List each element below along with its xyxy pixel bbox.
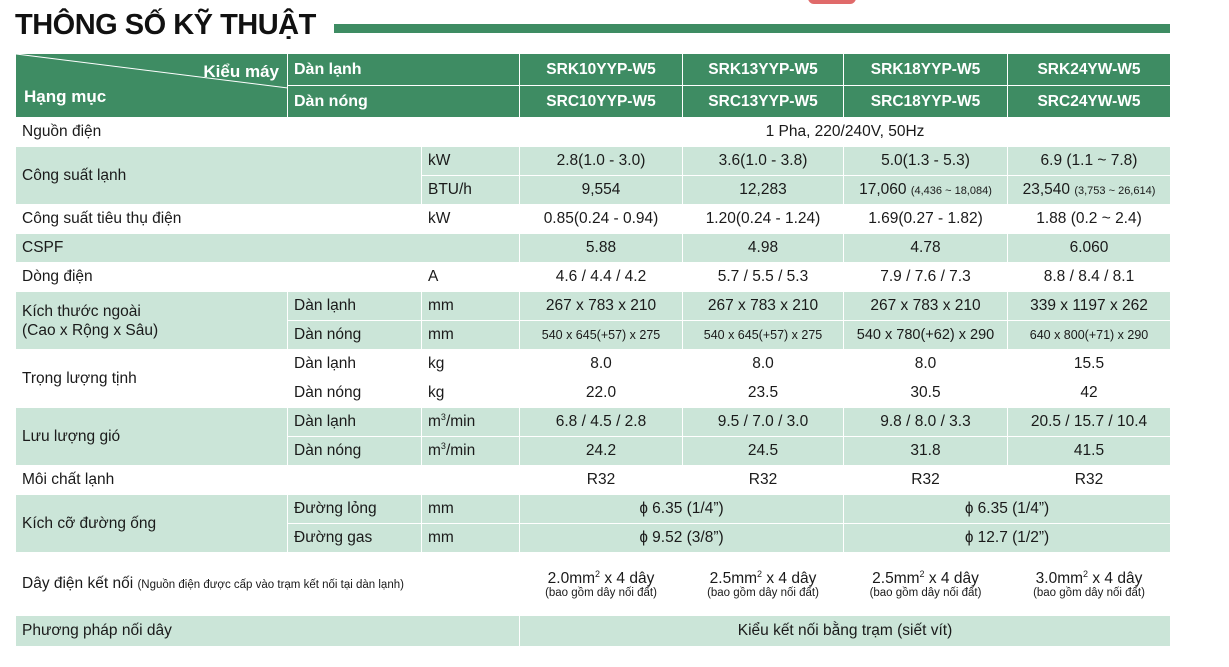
wire-sup: 2: [1083, 568, 1089, 579]
table-row: [16, 118, 1171, 147]
dan-nong-header: Dàn nóng: [288, 86, 520, 118]
sub-label: Đường lỏng: [288, 495, 422, 524]
table-cell: 1.88 (0.2 ~ 2.4): [1008, 205, 1171, 234]
unit-cell: [422, 437, 520, 466]
sub-label: Dàn lạnh: [288, 350, 422, 379]
row-label-line1: Kích thước ngoài: [22, 302, 141, 320]
outdoor-model-2: SRC13YYP-W5: [683, 86, 844, 118]
table-cell: ɸ 6.35 (1/4”): [844, 495, 1171, 524]
table-row: [16, 205, 1171, 234]
wire-sup: 2: [595, 568, 601, 579]
table-cell: 9.5 / 7.0 / 3.0: [683, 408, 844, 437]
row-label-line2: (Cao x Rộng x Sâu): [22, 321, 159, 339]
table-cell: 24.2: [520, 437, 683, 466]
table-cell: 1.20(0.24 - 1.24): [683, 205, 844, 234]
indoor-model-3: SRK18YYP-W5: [844, 54, 1008, 86]
table-cell: 20.5 / 15.7 / 10.4: [1008, 408, 1171, 437]
table-cell: 339 x 1197 x 262: [1008, 292, 1171, 321]
unit-cell: kg: [422, 350, 520, 379]
table-cell: 640 x 800(+71) x 290: [1008, 321, 1171, 350]
wire-size: 2.0mm: [547, 570, 596, 588]
table-row: [16, 147, 1171, 176]
row-label-main: Dây điện kết nối: [22, 575, 134, 592]
btu-range-value: (3,753 ~ 26,614): [1074, 185, 1156, 197]
table-cell: 30.5: [844, 379, 1008, 408]
table-cell: 267 x 783 x 210: [520, 292, 683, 321]
title-divider-bar: [334, 24, 1170, 33]
table-cell: 267 x 783 x 210: [844, 292, 1008, 321]
unit-cell: mm: [422, 495, 520, 524]
table-cell: 6.060: [1008, 234, 1171, 263]
hang-muc-label: Hạng mục: [24, 87, 107, 106]
table-cell: 3.6(1.0 - 3.8): [683, 147, 844, 176]
outdoor-model-4: SRC24YW-W5: [1008, 86, 1171, 118]
indoor-model-1: SRK10YYP-W5: [520, 54, 683, 86]
row-label: Lưu lượng gió: [16, 408, 288, 466]
unit-tail: /min: [445, 413, 476, 431]
unit-cell: kW: [422, 147, 520, 176]
unit-cell: mm: [422, 524, 520, 553]
row-label: Công suất tiêu thụ điện: [16, 205, 422, 234]
table-cell: 8.0: [844, 350, 1008, 379]
row-label: Môi chất lạnh: [16, 466, 520, 495]
table-cell: 5.7 / 5.5 / 5.3: [683, 263, 844, 292]
table-cell: ɸ 12.7 (1/2”): [844, 524, 1171, 553]
table-cell: ɸ 9.52 (3/8”): [520, 524, 844, 553]
sub-label: Dàn nóng: [288, 379, 422, 408]
page-title: THÔNG SỐ KỸ THUẬT: [15, 8, 316, 41]
unit-cell: [422, 408, 520, 437]
row-label: Nguồn điện: [16, 118, 520, 147]
top-badge-decoration: [808, 0, 856, 4]
table-cell: 24.5: [683, 437, 844, 466]
table-cell: 8.8 / 8.4 / 8.1: [1008, 263, 1171, 292]
table-cell: 267 x 783 x 210: [683, 292, 844, 321]
row-label-note: (Nguồn điện được cấp vào trạm kết nối tại dàn lạnh): [137, 579, 404, 591]
table-cell: 8.0: [683, 350, 844, 379]
table-cell: 540 x 645(+57) x 275: [683, 321, 844, 350]
table-row: [16, 466, 1171, 495]
sub-label: Dàn nóng: [288, 437, 422, 466]
outdoor-model-1: SRC10YYP-W5: [520, 86, 683, 118]
table-cell: R32: [844, 466, 1008, 495]
table-cell: 31.8: [844, 437, 1008, 466]
table-row: [16, 263, 1171, 292]
table-cell: [520, 553, 683, 616]
header-corner-cell: [16, 54, 288, 118]
sub-label: Dàn nóng: [288, 321, 422, 350]
row-label: Dòng điện: [16, 263, 422, 292]
table-cell: 6.9 (1.1 ~ 7.8): [1008, 147, 1171, 176]
table-cell: [683, 553, 844, 616]
kieu-may-label: Kiểu máy: [203, 62, 279, 81]
wire-sup: 2: [757, 568, 763, 579]
wire-size: 2.5mm: [709, 570, 758, 588]
btu-main-value: 17,060: [859, 181, 907, 198]
unit-cell: mm: [422, 321, 520, 350]
indoor-model-4: SRK24YW-W5: [1008, 54, 1171, 86]
table-cell: 1 Pha, 220/240V, 50Hz: [520, 118, 1171, 147]
table-row: [16, 495, 1171, 524]
wire-note: (bao gồm dây nối đất): [707, 587, 819, 600]
wire-tail: x 4 dây: [924, 570, 979, 588]
table-cell: 5.88: [520, 234, 683, 263]
wire-note: (bao gồm dây nối đất): [545, 587, 657, 600]
table-cell: [844, 176, 1008, 205]
table-cell: [1008, 176, 1171, 205]
table-cell: 9.8 / 8.0 / 3.3: [844, 408, 1008, 437]
unit-sup: 3: [440, 441, 446, 452]
row-label: [16, 553, 520, 616]
dan-lanh-header: Dàn lạnh: [288, 54, 520, 86]
table-cell: 42: [1008, 379, 1171, 408]
spec-table: [15, 53, 1171, 647]
wire-note: (bao gồm dây nối đất): [869, 587, 982, 600]
table-cell: 540 x 645(+57) x 275: [520, 321, 683, 350]
table-cell: Kiểu kết nối bằng trạm (siết vít): [520, 616, 1171, 647]
page-header: [15, 5, 1170, 45]
unit-cell: A: [422, 263, 520, 292]
table-cell: 23.5: [683, 379, 844, 408]
table-row: [16, 408, 1171, 437]
table-cell: 6.8 / 4.5 / 2.8: [520, 408, 683, 437]
table-cell: [1008, 553, 1171, 616]
unit-base: m: [428, 413, 441, 431]
row-label: CSPF: [16, 234, 520, 263]
table-cell: R32: [683, 466, 844, 495]
table-cell: R32: [520, 466, 683, 495]
table-cell: 8.0: [520, 350, 683, 379]
btu-main-value: 23,540: [1022, 181, 1071, 198]
table-cell: 12,283: [683, 176, 844, 205]
table-cell: ɸ 6.35 (1/4”): [520, 495, 844, 524]
unit-cell: mm: [422, 292, 520, 321]
unit-cell: kg: [422, 379, 520, 408]
indoor-model-2: SRK13YYP-W5: [683, 54, 844, 86]
outdoor-model-3: SRC18YYP-W5: [844, 86, 1008, 118]
wire-size: 3.0mm: [1035, 570, 1084, 588]
unit-sup: 3: [440, 412, 446, 423]
row-label: [16, 292, 288, 350]
table-cell: 4.98: [683, 234, 844, 263]
table-cell: 22.0: [520, 379, 683, 408]
table-cell: 4.78: [844, 234, 1008, 263]
unit-tail: /min: [445, 442, 476, 460]
wire-tail: x 4 dây: [600, 570, 655, 588]
table-row: [16, 553, 1171, 616]
unit-cell: BTU/h: [422, 176, 520, 205]
wire-tail: x 4 dây: [1088, 570, 1143, 588]
table-cell: 5.0(1.3 - 5.3): [844, 147, 1008, 176]
table-cell: 15.5: [1008, 350, 1171, 379]
sub-label: Đường gas: [288, 524, 422, 553]
table-cell: 7.9 / 7.6 / 7.3: [844, 263, 1008, 292]
table-cell: 1.69(0.27 - 1.82): [844, 205, 1008, 234]
row-label: Công suất lạnh: [16, 147, 422, 205]
row-label: Trọng lượng tịnh: [16, 350, 288, 408]
btu-range-value: (4,436 ~ 18,084): [910, 185, 992, 197]
wire-sup: 2: [919, 568, 925, 579]
sub-label: Dàn lạnh: [288, 408, 422, 437]
table-cell: 540 x 780(+62) x 290: [844, 321, 1008, 350]
table-cell: 41.5: [1008, 437, 1171, 466]
table-cell: 0.85(0.24 - 0.94): [520, 205, 683, 234]
table-row: [16, 616, 1171, 647]
table-cell: [844, 553, 1008, 616]
table-row: [16, 292, 1171, 321]
table-cell: R32: [1008, 466, 1171, 495]
wire-note: (bao gồm dây nối đất): [1033, 587, 1145, 600]
row-label: Phương pháp nối dây: [16, 616, 520, 647]
table-row: [16, 234, 1171, 263]
table-row: [16, 350, 1171, 379]
wire-tail: x 4 dây: [762, 570, 817, 588]
row-label: Kích cỡ đường ống: [16, 495, 288, 553]
unit-cell: kW: [422, 205, 520, 234]
table-cell: 4.6 / 4.4 / 4.2: [520, 263, 683, 292]
sub-label: Dàn lạnh: [288, 292, 422, 321]
table-cell: 2.8(1.0 - 3.0): [520, 147, 683, 176]
wire-size: 2.5mm: [872, 570, 920, 588]
unit-base: m: [428, 442, 441, 460]
table-cell: 9,554: [520, 176, 683, 205]
